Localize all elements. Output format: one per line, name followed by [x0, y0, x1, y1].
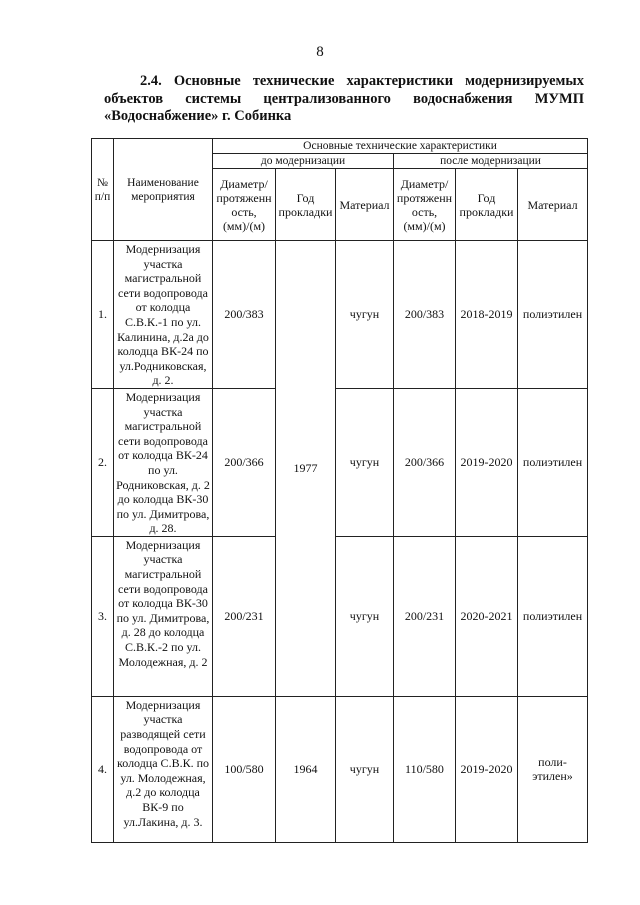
header-after-year: Год прокладки [456, 169, 518, 241]
row-number: 2. [92, 388, 114, 536]
row-before-material: чугун [336, 241, 394, 389]
row-after-year: 2018-2019 [456, 241, 518, 389]
heading-line-3: «Водоснабжение» г. Собинка [104, 108, 292, 124]
row-number: 4. [92, 696, 114, 842]
row-number: 1. [92, 241, 114, 389]
heading-line-1: 2.4. Основные технические характеристики модернизируемых [140, 73, 584, 89]
table-row [92, 696, 588, 842]
row-after-year: 2019-2020 [456, 388, 518, 536]
specifications-table [91, 138, 588, 843]
table-row [92, 388, 588, 536]
row-before-diameter: 200/231 [213, 536, 276, 696]
header-before-diameter: Диаметр/ протяженн ость, (мм)/(м) [213, 169, 276, 241]
row-after-diameter: 110/580 [394, 696, 456, 842]
row-before-diameter: 200/383 [213, 241, 276, 389]
row-after-diameter: 200/383 [394, 241, 456, 389]
header-before: до модернизации [213, 154, 394, 169]
row-after-material: полиэтилен [518, 241, 588, 389]
row-after-material: поли- этилен» [518, 696, 588, 842]
row-after-material: полиэтилен [518, 536, 588, 696]
page-number: 8 [316, 44, 324, 60]
header-before-year: Год прокладки [276, 169, 336, 241]
row-after-material: полиэтилен [518, 388, 588, 536]
section-heading [104, 73, 584, 126]
header-after-material: Материал [518, 169, 588, 241]
row-name: Модернизация участка магистральной сети водопровода от колодца ВК-30 по ул. Димитрова, д. 28 до колодца С.В.К.-2 по ул. Молодежная, д. 2 [114, 536, 213, 696]
row-before-year-merged: 1977 [276, 241, 336, 697]
header-after-diameter: Диаметр/ протяженн ость, (мм)/(м) [394, 169, 456, 241]
row-before-diameter: 100/580 [213, 696, 276, 842]
table-row [92, 536, 588, 696]
row-after-year: 2019-2020 [456, 696, 518, 842]
heading-line-2: объектов системы централизованного водоснабжения МУМП [104, 90, 584, 107]
row-number: 3. [92, 536, 114, 696]
table-row [92, 241, 588, 389]
row-name: Модернизация участка магистральной сети водопровода от колодца ВК-24 по ул. Родниковская, д. 2 до колодца ВК-30 по ул. Димитрова, д. 28. [114, 388, 213, 536]
row-name: Модернизация участка магистральной сети водопровода от колодца С.В.К.-1 по ул. Калинина, д.2а до колодца ВК-24 по ул.Родниковская, д. 2. [114, 241, 213, 389]
row-before-material: чугун [336, 536, 394, 696]
row-before-diameter: 200/366 [213, 388, 276, 536]
row-before-material: чугун [336, 388, 394, 536]
row-before-material: чугун [336, 696, 394, 842]
header-after: после модернизации [394, 154, 588, 169]
header-group: Основные технические характеристики [213, 139, 588, 154]
header-before-material: Материал [336, 169, 394, 241]
row-after-year: 2020-2021 [456, 536, 518, 696]
header-number: № п/п [92, 139, 114, 241]
row-before-year: 1964 [276, 696, 336, 842]
row-after-diameter: 200/366 [394, 388, 456, 536]
row-name: Модернизация участка разводящей сети водопровода от колодца С.В.К. по ул. Молодежная, д.2 до колодца ВК-9 по ул.Лакина, д. 3. [114, 696, 213, 842]
row-after-diameter: 200/231 [394, 536, 456, 696]
header-name: Наименование мероприятия [114, 139, 213, 241]
